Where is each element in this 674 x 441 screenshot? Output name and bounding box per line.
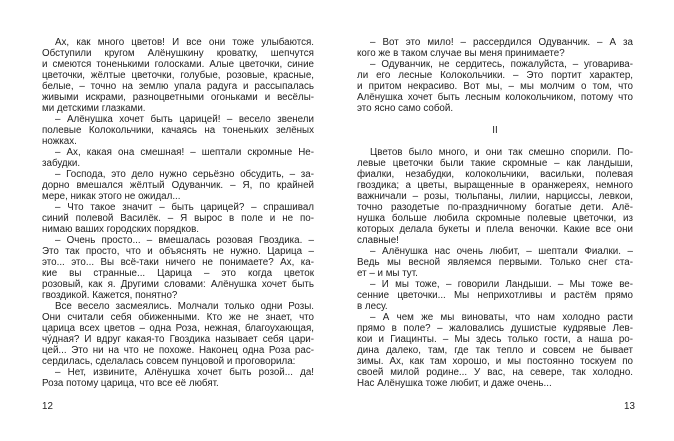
paragraph [42,169,314,202]
text-line: – Одуванчик, не сердитесь, пожалуйста, – уговарива- [370,59,633,70]
text-line: фиалки, незабудки, колокольчики, васильки, полевая [357,169,633,180]
text-line: Они считали себя обиженными. Кто же не знает, что [42,312,314,323]
text-line: зимы. Ах, как там хорошо, и мы постоянно тоскуем по [357,356,633,367]
paragraph [357,246,633,279]
text-line: это... это... Вы всё-таки ничего не понимаете? Ах, ка- [42,257,314,268]
paragraph [357,279,633,312]
page-number-left: 12 [42,401,53,412]
text-line: важничали – розы, тюльпаны, лилии, нарциссы, левкои, [357,191,633,202]
paragraph [42,235,314,301]
paragraph [42,367,314,389]
paragraph [42,37,314,114]
text-line: Это так просто, что и объяснять не нужно. Царица – [42,246,314,257]
text-line: и смеются тоненькими голосками. Алые цветочки, синие [42,59,314,70]
right-page-text [357,37,633,389]
paragraph [357,59,633,114]
text-line: сердилась, сделалась совсем пунцовой и проговорила: [42,356,296,367]
paragraph [357,37,633,59]
text-line: – А чем же мы виноваты, что нам холодно расти [370,312,633,323]
text-line: кои и Гиацинты. – Мы здесь только гости, а наша ро- [357,334,633,345]
left-page-text [42,37,314,389]
text-line: кого же в таком случае вы меня принимаете? [357,48,565,59]
text-line: – Алёнушка нас очень любит, – шептали Фиалки. – [370,246,633,257]
section-heading: II [492,125,498,136]
text-line: забудки. [42,158,81,169]
text-line: Обступили кругом Алёнушкину кроватку, шепчутся [42,48,314,59]
text-line: Ах, как много цветов! И все они тоже улыбаются. [55,37,314,48]
text-line: и притом некрасиво. Вот мы, – мы молчим о том, что [357,81,633,92]
text-line: цветочки, жёлтые цветочки, голубые, розовые, красные, [42,70,314,81]
text-line: Нас Алёнушка тоже любит, и даже очень... [357,378,552,389]
paragraph [42,301,314,367]
text-line: Цветов было много, и они так смешно спорили. По- [370,147,633,158]
text-line: гвоздика; а цветы, выращенные в оранжереях, немного [357,180,633,191]
text-line: полевые Колокольчики, качаясь на тоненьких зелёных [42,125,314,136]
text-line: мере, никак этого не ожидал... [42,191,181,202]
right-page-before-heading [357,37,633,114]
text-line: в лесу. [357,301,388,312]
text-line: Все весело засмеялись. Молчали только одни Розы. [55,301,314,312]
text-line: Роза потому царица, что все её любят. [42,378,219,389]
text-line: синий полевой Василёк. – Я вырос в поле и не по- [42,213,314,224]
text-line: ножках. [42,136,77,147]
text-line: сенние цветочки... Мы неприхотливы и растём прямо [357,290,633,301]
text-line: чу́дная? И вдруг какая-то Гвоздика называет себя цари- [42,334,314,345]
text-line: – Ах, какая она смешная! – шептали скромные Не- [55,147,314,158]
text-line: ет – и мы тут. [357,268,418,279]
page-number-right: 13 [624,401,635,412]
text-line: – Очень просто... – вмешалась розовая Гвоздика. – [55,235,314,246]
text-line: нушка больше любила скромные полевые цветочки, из [357,213,633,224]
text-line: это ясно само собой. [357,103,454,114]
text-line: нимаю ваших городских порядков. [42,224,199,235]
text-line: дина далеко, там, где так тепло и совсем не бывает [357,345,633,356]
text-line: царица всех цветов – одна Роза, нежная, благоухающая, [42,323,314,334]
text-line: – Нет, извините, Алёнушка хочет быть розой... да! [55,367,314,378]
paragraph [42,202,314,235]
text-line: живыми искрами, разноцветными огоньками и весёлы- [42,92,314,103]
text-line: гвоздикой. Кажется, понятно? [42,290,178,301]
text-line: – Что такое значит – быть царицей? – спрашивал [55,202,314,213]
text-line: кие вы странные... Царица – это когда цветок [42,268,314,279]
text-line: розовый, как я. Другими словами: Алёнушка хочет быть [42,279,314,290]
text-line: Алёнушка хочет быть лесным колокольчиком, потому что [357,92,633,103]
text-line: цей... Это ни на что не похоже. Наконец одна Роза рас- [42,345,314,356]
text-line: точно разодетые по-праздничному богатые дети. Алё- [357,202,633,213]
text-line: – Вот это мило! – рассердился Одуванчик. – А за [370,37,633,48]
text-line: белые, – точно на землю упала радуга и рассыпалась [42,81,314,92]
text-line: левые цветочки были такие скромные – как ландыши, [357,158,633,169]
paragraph [357,147,633,246]
right-page-after-heading [357,147,633,389]
text-line: ли его лесные Колокольчики. – Это портит характер, [357,70,633,81]
text-line: прямо в поле? – жаловались душистые кудрявые Лев- [357,323,633,334]
paragraph [357,312,633,389]
text-line: славные! [357,235,399,246]
paragraph [42,147,314,169]
text-line: – Алёнушка хочет быть царицей! – весело звенели [55,114,314,125]
paragraph [42,114,314,147]
text-line: своей милой родине... У вас, на севере, так холодно. [357,367,633,378]
text-line: Ведь мы весной являемся первыми. Только снег ста- [357,257,633,268]
text-line: которых делала букеты и плела веночки. Какие все они [357,224,633,235]
text-line: дорно вмешался жёлтый Одуванчик. – Я, по крайней [42,180,314,191]
text-line: – И мы тоже, – говорили Ландыши. – Мы тоже ве- [370,279,633,290]
text-line: – Господа, это дело нужно серьёзно обсудить, – за- [55,169,314,180]
text-line: ми детскими глазками. [42,103,146,114]
